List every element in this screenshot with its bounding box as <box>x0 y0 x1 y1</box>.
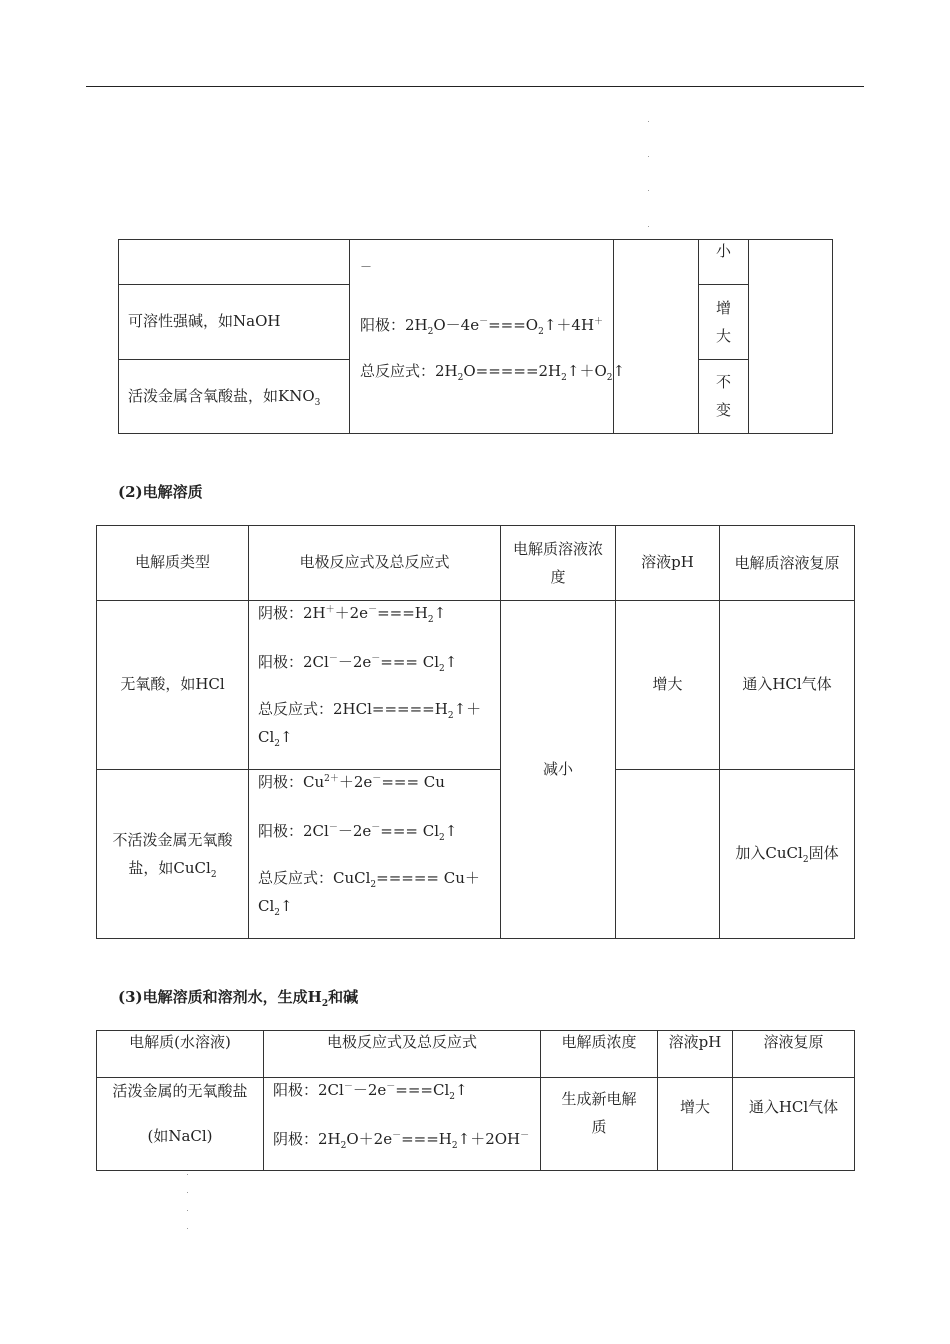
ph-cell: 增大 <box>658 1078 733 1171</box>
restore-cell: 通入HCl气体 <box>720 601 855 770</box>
solute-water-electrolysis-table <box>96 1030 855 1171</box>
overall-reaction-cont: $Cl_2↑$ <box>258 897 293 918</box>
header-cell: 电解质(水溶液) <box>97 1031 264 1078</box>
marker-dot <box>648 156 649 157</box>
section-heading: (2)电解溶质 <box>118 483 203 501</box>
water-electrolysis-table <box>118 239 833 434</box>
ph-cell: 小 <box>699 240 749 285</box>
header-cell: 溶液pH <box>616 526 720 601</box>
overall-reaction: 总反应式：CuCl$_2$===== Cu＋ <box>258 869 480 890</box>
anode-reaction: 阳极：$2Cl^--2e^-=== Cl_2↑$ <box>258 653 458 674</box>
electrolyte-type: 活泼金属的无氧酸盐 <box>112 1082 248 1100</box>
ph-cell: 增大 <box>616 601 720 770</box>
restore-cell: 加入CuCl$_2$固体 <box>720 770 855 939</box>
header-cell: 电解质溶液复原 <box>720 526 855 601</box>
header-rule <box>86 86 864 87</box>
marker-dot <box>187 1210 188 1211</box>
concentration-cell: 生成新电解质 <box>541 1078 658 1171</box>
marker-dot <box>187 1192 188 1193</box>
header-cell: 电极反应式及总反应式 <box>264 1031 541 1078</box>
section-heading: (3)电解溶质和溶剂水，生成$H_2$和碱 <box>118 988 359 1009</box>
marker-dot <box>187 1174 188 1175</box>
electrolyte-type-cell: 活泼金属含氧酸盐，如$KNO_3$ <box>119 359 350 433</box>
electrolyte-type-cell <box>97 1078 264 1171</box>
electrode-reaction-cell <box>264 1078 541 1171</box>
marker-dot <box>648 226 649 227</box>
header-cell: 电解质溶液浓度 <box>501 526 616 601</box>
restore-cell <box>749 240 833 434</box>
restore-cell: 通入HCl气体 <box>733 1078 855 1171</box>
electrolyte-type-cell: 可溶性强碱，如NaOH <box>119 285 350 359</box>
marker-dot <box>648 121 649 122</box>
cathode-reaction: 阴极：$2H^++2e^-===H_2↑$ <box>258 604 447 625</box>
electrode-reaction-cell <box>249 770 501 939</box>
marker-dot <box>187 1228 188 1229</box>
concentration-cell <box>614 240 699 434</box>
header-cell: 电解质类型 <box>97 526 249 601</box>
electrolyte-example: (如NaCl) <box>147 1126 213 1145</box>
electrolyte-type-cell <box>119 240 350 285</box>
solute-electrolysis-table <box>96 525 855 939</box>
ph-cell: 不变 <box>699 359 749 433</box>
anode-reaction: 阳极：$2Cl^--2e^-===Cl_2↑$ <box>273 1081 468 1102</box>
electrode-reaction-cell <box>350 240 626 434</box>
header-cell: 电解质浓度 <box>541 1031 658 1078</box>
dash-mark: － <box>360 260 373 274</box>
header-cell: 溶液pH <box>658 1031 733 1078</box>
overall-reaction: 总反应式：$2H_2O=====2H_2↑+O_2↑$ <box>360 362 626 383</box>
marker-dot <box>648 190 649 191</box>
electrode-reaction-cell <box>249 601 501 770</box>
electrolyte-type-cell: 无氧酸，如HCl <box>97 601 249 770</box>
cathode-reaction: 阴极：$2H_2O+2e^-===H_2↑+2OH^-$ <box>273 1130 530 1151</box>
anode-reaction: 阳极：$2H_2O-4e^-===O_2↑+4H^+$ <box>360 316 604 337</box>
ph-cell <box>616 770 720 939</box>
ph-cell: 增大 <box>699 285 749 359</box>
header-cell: 电极反应式及总反应式 <box>249 526 501 601</box>
anode-reaction: 阳极：$2Cl^--2e^-=== Cl_2↑$ <box>258 822 458 843</box>
cathode-reaction: 阴极：$Cu^{2+}+2e^-=== Cu$ <box>258 773 445 791</box>
header-cell: 溶液复原 <box>733 1031 855 1078</box>
electrolyte-type-cell: 不活泼金属无氧酸盐，如CuCl$_2$ <box>97 770 249 939</box>
concentration-cell: 减小 <box>501 601 616 939</box>
overall-reaction: 总反应式：$2HCl=====H_2↑+$ <box>258 700 482 721</box>
overall-reaction-cont: $Cl_2↑$ <box>258 728 293 749</box>
